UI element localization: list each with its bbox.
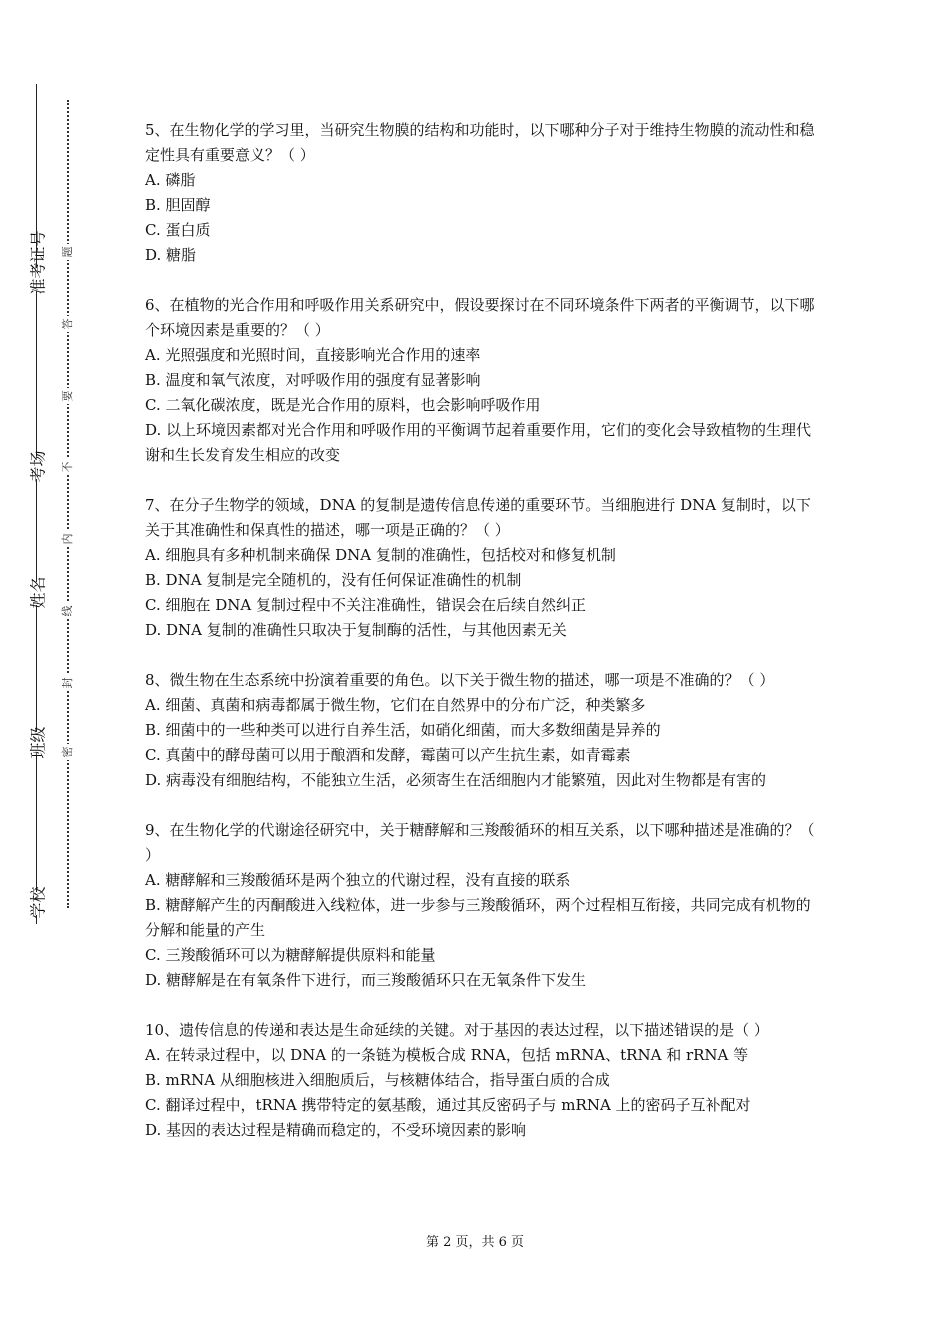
option-c: C. 细胞在 DNA 复制过程中不关注准确性，错误会在后续自然纠正 bbox=[145, 596, 587, 614]
question-7 bbox=[145, 493, 815, 643]
question-9 bbox=[145, 818, 815, 993]
question-5 bbox=[145, 118, 815, 268]
option-c: C. 真菌中的酵母菌可以用于酿酒和发酵，霉菌可以产生抗生素，如青霉素 bbox=[145, 746, 631, 764]
name-field: 姓名 bbox=[22, 582, 52, 605]
option-b: B. mRNA 从细胞核进入细胞质后，与核糖体结合，指导蛋白质的合成 bbox=[145, 1071, 610, 1089]
class-field: 班级 bbox=[22, 732, 52, 755]
option-c: C. 翻译过程中，tRNA 携带特定的氨基酸，通过其反密码子与 mRNA 上的密码子互补配对 bbox=[145, 1096, 751, 1114]
option-a: A. 糖酵解和三羧酸循环是两个独立的代谢过程，没有直接的联系 bbox=[145, 871, 571, 889]
question-text: 9、在生物化学的代谢途径研究中，关于糖酵解和三羧酸循环的相互关系，以下哪种描述是准确的？（ ） bbox=[145, 821, 815, 864]
page-number: 第 2 页，共 6 页 bbox=[425, 1235, 525, 1250]
option-b: B. DNA 复制是完全随机的，没有任何保证准确性的机制 bbox=[145, 571, 522, 589]
question-text: 6、在植物的光合作用和呼吸作用关系研究中，假设要探讨在不同环境条件下两者的平衡调节，以下哪个环境因素是重要的？（ ） bbox=[145, 296, 815, 339]
question-list bbox=[145, 118, 815, 1168]
option-b: B. 胆固醇 bbox=[145, 196, 211, 214]
seal-char: 封 bbox=[59, 675, 75, 691]
exam-room-field: 考场 bbox=[22, 456, 52, 479]
seal-char: 线 bbox=[59, 603, 75, 619]
seal-char: 题 bbox=[59, 244, 75, 260]
option-a: A. 磷脂 bbox=[145, 171, 196, 189]
option-a: A. 在转录过程中，以 DNA 的一条链为模板合成 RNA，包括 mRNA、tRNA 和 rRNA 等 bbox=[145, 1046, 749, 1064]
question-text: 7、在分子生物学的领域，DNA 的复制是遗传信息传递的重要环节。当细胞进行 DNA 复制时，以下关于其准确性和保真性的描述，哪一项是正确的？（ ） bbox=[145, 496, 811, 539]
question-text: 8、微生物在生态系统中扮演着重要的角色。以下关于微生物的描述，哪一项是不准确的？（ ） bbox=[145, 671, 775, 689]
option-d: D. DNA 复制的准确性只取决于复制酶的活性，与其他因素无关 bbox=[145, 621, 567, 639]
seal-char: 密 bbox=[59, 744, 75, 760]
option-d: D. 病毒没有细胞结构，不能独立生活，必须寄生在活细胞内才能繁殖，因此对生物都是有害的 bbox=[145, 771, 767, 789]
option-b: B. 糖酵解产生的丙酮酸进入线粒体，进一步参与三羧酸循环，两个过程相互衔接，共同完成有机物的分解和能量的产生 bbox=[145, 896, 811, 939]
option-d: D. 基因的表达过程是精确而稳定的，不受环境因素的影响 bbox=[145, 1121, 527, 1139]
binding-margin bbox=[0, 0, 95, 1344]
question-text: 10、遗传信息的传递和表达是生命延续的关键。对于基因的表达过程，以下描述错误的是（ ） bbox=[145, 1021, 769, 1039]
question-6 bbox=[145, 293, 815, 468]
option-a: A. 细菌、真菌和病毒都属于微生物，它们在自然界中的分布广泛，种类繁多 bbox=[145, 696, 646, 714]
question-text: 5、在生物化学的学习里，当研究生物膜的结构和功能时，以下哪种分子对于维持生物膜的流动性和稳定性具有重要意义？（ ） bbox=[145, 121, 815, 164]
school-field: 学校 bbox=[22, 892, 52, 915]
option-c: C. 三羧酸循环可以为糖酵解提供原料和能量 bbox=[145, 946, 436, 964]
option-d: D. 糖脂 bbox=[145, 246, 197, 264]
seal-char: 要 bbox=[59, 388, 75, 404]
option-b: B. 温度和氧气浓度，对呼吸作用的强度有显著影响 bbox=[145, 371, 481, 389]
exam-number-field: 准考证号 bbox=[22, 268, 52, 291]
option-c: C. 二氧化碳浓度，既是光合作用的原料，也会影响呼吸作用 bbox=[145, 396, 541, 414]
seal-char: 内 bbox=[59, 531, 75, 547]
margin-dotted-seal-line bbox=[67, 100, 69, 908]
option-a: A. 光照强度和光照时间，直接影响光合作用的速率 bbox=[145, 346, 481, 364]
margin-solid-line bbox=[36, 84, 37, 924]
seal-char: 答 bbox=[59, 316, 75, 332]
question-10 bbox=[145, 1018, 815, 1143]
seal-char: 不 bbox=[59, 459, 75, 475]
option-a: A. 细胞具有多种机制来确保 DNA 复制的准确性，包括校对和修复机制 bbox=[145, 546, 616, 564]
option-d: D. 糖酵解是在有氧条件下进行，而三羧酸循环只在无氧条件下发生 bbox=[145, 971, 587, 989]
option-b: B. 细菌中的一些种类可以进行自养生活，如硝化细菌，而大多数细菌是异养的 bbox=[145, 721, 661, 739]
option-c: C. 蛋白质 bbox=[145, 221, 211, 239]
question-8 bbox=[145, 668, 815, 793]
option-d: D. 以上环境因素都对光合作用和呼吸作用的平衡调节起着重要作用，它们的变化会导致植物的生理代谢和生长发育发生相应的改变 bbox=[145, 421, 812, 464]
